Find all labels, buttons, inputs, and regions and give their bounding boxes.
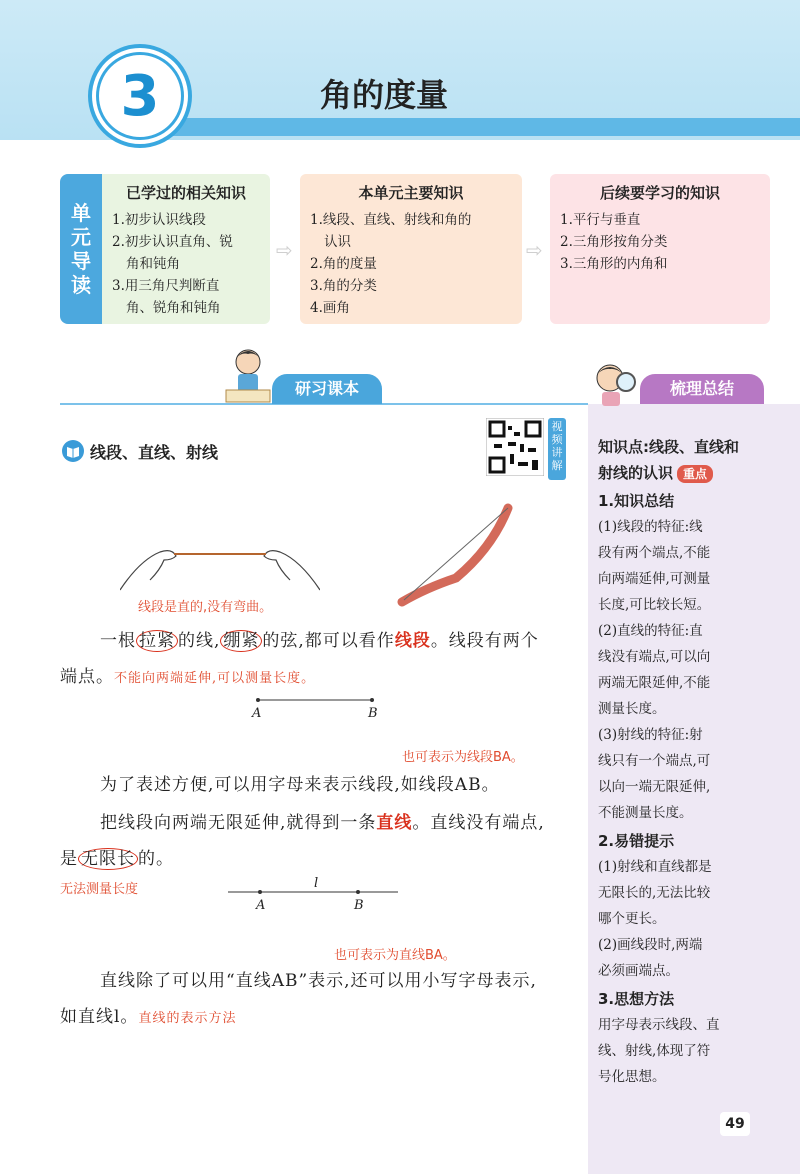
paragraph-line-notation: 直线除了可以用“直线AB”表示,还可以用小写字母表示, [100, 971, 537, 991]
annotation-line-ba: 也可表示为直线BA。 [334, 948, 456, 963]
chapter-badge [92, 48, 188, 144]
paragraph-segment-definition: 一根 拉紧 的线, 绷紧 的弦,都可以看作线段。线段有两个 [100, 631, 539, 651]
paragraph-line-definition: 把线段向两端无限延伸,就得到一条直线。直线没有端点, [100, 813, 545, 833]
header-stripe [150, 118, 800, 136]
book-icon [62, 440, 84, 462]
guide-box-main: 本单元主要知识 1.线段、直线、射线和角的 认识 2.角的度量 3.角的分类 4.画角 [300, 174, 522, 324]
hands-holding-string-illustration [120, 530, 320, 600]
qr-code-icon[interactable] [486, 418, 544, 476]
unit-guide-label: 单 元 导 读 [60, 174, 102, 324]
paragraph-letter-notation: 为了表述方便,可以用字母来表示线段,如线段AB。 [100, 775, 500, 795]
annotation-straight: 线段是直的,没有弯曲。 [138, 600, 273, 615]
tab-summary: 梳理总结 [640, 374, 764, 404]
paragraph-endpoints: 端点。不能向两端延伸,可以测量长度。 [60, 667, 316, 687]
arrow-icon: ⇨ [526, 238, 543, 262]
segment-ab-figure [250, 694, 380, 724]
guide-box-title: 后续要学习的知识 [599, 184, 720, 202]
student-reading-icon [218, 344, 278, 406]
annotation-ba: 也可表示为线段BA。 [402, 750, 524, 765]
key-point-badge: 重点 [677, 465, 713, 483]
tab-study-textbook: 研习课本 [272, 374, 382, 404]
summary-content: 知识点:线段、直线和 射线的认识 重点 1.知识总结 (1)线段的特征:线 段有两个端点,不能 向两端延伸,可测量 长度,可比较长短。 (2)直线的特征:直 线没有端点,可以向 两端无限延伸,不能 测量长度。 (3)射线的特征:射 线只有一个端点,可 以向一端无限延伸, 不能测量长度。 2.易错提示 (1)射线和直线都是 无限长的,无法比较 哪个更长。 (2)画线段时,两端 必须画端点。 3.思想方法 用字母表示线段、直 线、射线,体现了符 号化思想。 [598, 438, 739, 1085]
chapter-number: 3 [96, 52, 184, 140]
paragraph-line-l: 如直线l。直线的表示方法 [60, 1007, 237, 1027]
student-magnifier-icon [588, 356, 644, 406]
page-title: 角的度量 [320, 76, 449, 114]
guide-box-title: 已学过的相关知识 [125, 184, 246, 202]
video-explanation-label[interactable]: 视 频 讲 解 [548, 418, 566, 480]
guide-box-learned: 已学过的相关知识 1.初步认识线段 2.初步认识直角、锐 角和钝角 3.用三角尺判断直 角、锐角和钝角 [102, 174, 270, 324]
annotation-cannot-measure: 无法测量长度 [60, 882, 139, 897]
arrow-icon: ⇨ [276, 238, 293, 262]
bow-illustration [396, 498, 516, 610]
guide-box-future: 后续要学习的知识 1.平行与垂直 2.三角形按角分类 3.三角形的内角和 [550, 174, 770, 324]
paragraph-infinite: 是 无限长 的。 [60, 849, 174, 869]
topic-title: 线段、直线、射线 [90, 443, 219, 462]
guide-box-title: 本单元主要知识 [358, 184, 464, 202]
page-number: 49 [720, 1112, 750, 1136]
